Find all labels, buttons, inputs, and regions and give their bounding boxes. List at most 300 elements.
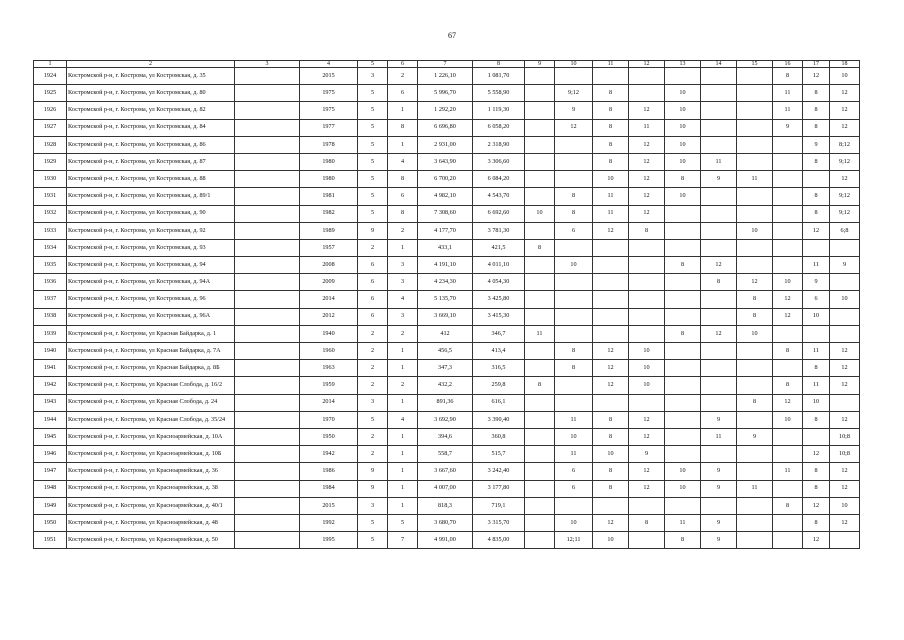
table-cell: 8 <box>388 205 418 222</box>
table-cell: 12 <box>803 497 830 514</box>
column-header: 13 <box>665 61 701 68</box>
header-row <box>34 61 860 68</box>
table-cell: 8 <box>737 291 773 308</box>
address-cell: Костромской р-н, г. Кострома, ул Костромская, д. 93 <box>67 239 235 256</box>
table-cell: 2 <box>358 446 388 463</box>
table-cell: 8 <box>593 85 629 102</box>
table-row <box>34 171 860 188</box>
table-cell: 9;12 <box>830 188 860 205</box>
table-cell: 11 <box>737 480 773 497</box>
table-cell: 4 234,30 <box>418 274 473 291</box>
table-cell: 6 <box>388 85 418 102</box>
table-cell: 11 <box>737 171 773 188</box>
table-cell: 3 <box>388 274 418 291</box>
table-cell: 12 <box>555 119 593 136</box>
row-number-cell: 1931 <box>34 188 67 205</box>
table-cell: 1 <box>388 343 418 360</box>
table-cell <box>737 188 773 205</box>
register-table <box>33 60 860 549</box>
table-cell <box>629 308 665 325</box>
table-cell: 6 <box>555 480 593 497</box>
table-cell: 11 <box>773 102 803 119</box>
table-cell: 10 <box>665 480 701 497</box>
table-cell <box>235 102 300 119</box>
column-header: 5 <box>358 61 388 68</box>
table-cell: 10 <box>555 514 593 531</box>
table-cell: 12 <box>830 480 860 497</box>
address-cell: Костромской р-н, г. Кострома, ул Костромская, д. 94 <box>67 257 235 274</box>
table-cell: 8 <box>773 343 803 360</box>
table-cell <box>737 532 773 549</box>
table-cell: 11 <box>803 257 830 274</box>
table-cell: 1 226,10 <box>418 68 473 85</box>
table-cell: 8 <box>803 360 830 377</box>
column-header: 8 <box>473 61 525 68</box>
table-cell: 2015 <box>300 68 358 85</box>
table-cell: 10 <box>629 343 665 360</box>
table-cell <box>701 119 737 136</box>
table-cell: 3 680,70 <box>418 514 473 531</box>
table-cell: 360,8 <box>473 428 525 445</box>
table-cell <box>593 308 629 325</box>
table-cell: 891,36 <box>418 394 473 411</box>
row-number-cell: 1947 <box>34 463 67 480</box>
table-cell: 2 <box>358 239 388 256</box>
table-cell: 9 <box>701 171 737 188</box>
table-cell: 4 543,70 <box>473 188 525 205</box>
table-row <box>34 136 860 153</box>
table-cell: 8 <box>593 428 629 445</box>
table-cell: 1984 <box>300 480 358 497</box>
table-row <box>34 480 860 497</box>
table-cell: 9 <box>701 480 737 497</box>
table-cell <box>235 325 300 342</box>
table-cell: 8 <box>737 394 773 411</box>
table-cell: 10 <box>665 463 701 480</box>
table-cell: 3 <box>358 394 388 411</box>
table-cell: 7 <box>388 532 418 549</box>
table-cell: 10 <box>803 394 830 411</box>
table-cell: 1 <box>388 136 418 153</box>
table-cell: 3 306,60 <box>473 153 525 170</box>
table-cell <box>701 205 737 222</box>
row-number-cell: 1935 <box>34 257 67 274</box>
table-cell <box>665 394 701 411</box>
column-header: 18 <box>830 61 860 68</box>
address-cell: Костромской р-н, г. Кострома, ул Костромская, д. 86 <box>67 136 235 153</box>
table-cell: 8 <box>803 480 830 497</box>
table-cell: 11 <box>773 463 803 480</box>
table-cell <box>555 497 593 514</box>
table-cell: 10;8 <box>830 428 860 445</box>
table-cell: 8 <box>593 119 629 136</box>
table-row <box>34 360 860 377</box>
table-cell <box>773 153 803 170</box>
table-cell <box>629 274 665 291</box>
table-row <box>34 428 860 445</box>
table-row <box>34 532 860 549</box>
table-cell: 12 <box>803 446 830 463</box>
table-cell: 10 <box>737 325 773 342</box>
table-cell <box>737 411 773 428</box>
table-cell: 8 <box>593 153 629 170</box>
row-number-cell: 1942 <box>34 377 67 394</box>
table-cell: 1957 <box>300 239 358 256</box>
table-cell: 9 <box>830 257 860 274</box>
table-row <box>34 514 860 531</box>
table-cell: 6 <box>358 257 388 274</box>
table-cell: 12 <box>629 188 665 205</box>
column-header: 10 <box>555 61 593 68</box>
table-cell: 6 <box>358 274 388 291</box>
table-cell: 1940 <box>300 325 358 342</box>
table-cell: 9 <box>803 136 830 153</box>
table-cell <box>701 68 737 85</box>
table-cell <box>701 446 737 463</box>
table-cell: 2008 <box>300 257 358 274</box>
table-cell: 10 <box>830 291 860 308</box>
table-cell: 12 <box>803 68 830 85</box>
table-cell <box>525 532 555 549</box>
table-row <box>34 308 860 325</box>
table-cell: 1980 <box>300 171 358 188</box>
row-number-cell: 1933 <box>34 222 67 239</box>
table-row <box>34 446 860 463</box>
table-row <box>34 205 860 222</box>
table-cell: 1 119,30 <box>473 102 525 119</box>
table-cell <box>235 514 300 531</box>
row-number-cell: 1940 <box>34 343 67 360</box>
table-cell: 1 <box>388 463 418 480</box>
column-header: 4 <box>300 61 358 68</box>
table-cell: 2 <box>358 360 388 377</box>
table-cell <box>701 102 737 119</box>
table-cell <box>737 360 773 377</box>
table-cell: 12 <box>737 274 773 291</box>
table-row <box>34 325 860 342</box>
table-cell <box>525 188 555 205</box>
table-row <box>34 257 860 274</box>
table-cell <box>701 188 737 205</box>
table-cell: 12 <box>803 532 830 549</box>
table-cell <box>593 291 629 308</box>
table-cell: 1959 <box>300 377 358 394</box>
table-cell: 8 <box>555 205 593 222</box>
table-cell: 1992 <box>300 514 358 531</box>
address-cell: Костромской р-н, г. Кострома, ул Красноармейская, д. 50 <box>67 532 235 549</box>
table-cell: 719,1 <box>473 497 525 514</box>
table-cell: 1 <box>388 394 418 411</box>
row-number-cell: 1945 <box>34 428 67 445</box>
table-cell: 4 835,00 <box>473 532 525 549</box>
address-cell: Костромской р-н, г. Кострома, ул Костромская, д. 84 <box>67 119 235 136</box>
table-cell: 6 692,60 <box>473 205 525 222</box>
table-cell: 8 <box>593 136 629 153</box>
table-cell: 8 <box>803 153 830 170</box>
table-cell: 4 991,00 <box>418 532 473 549</box>
table-cell <box>701 239 737 256</box>
table-row <box>34 497 860 514</box>
table-cell <box>235 360 300 377</box>
table-cell: 4 007,00 <box>418 480 473 497</box>
table-cell <box>665 343 701 360</box>
table-cell <box>555 68 593 85</box>
table-cell: 12 <box>629 463 665 480</box>
table-cell: 5 135,70 <box>418 291 473 308</box>
table-cell <box>235 85 300 102</box>
address-cell: Костромской р-н, г. Кострома, ул Красноармейская, д. 48 <box>67 514 235 531</box>
table-cell: 9 <box>358 222 388 239</box>
table-cell: 4 054,30 <box>473 274 525 291</box>
table-cell <box>525 171 555 188</box>
table-cell: 12 <box>830 119 860 136</box>
row-number-cell: 1939 <box>34 325 67 342</box>
table-cell <box>773 136 803 153</box>
table-cell: 10;8 <box>830 446 860 463</box>
table-cell <box>665 68 701 85</box>
table-cell: 8 <box>388 119 418 136</box>
table-cell: 11 <box>555 446 593 463</box>
row-number-cell: 1936 <box>34 274 67 291</box>
address-cell: Костромской р-н, г. Кострома, ул Красноармейская, д. 38 <box>67 480 235 497</box>
table-cell <box>593 257 629 274</box>
table-cell <box>629 497 665 514</box>
table-cell: 4 982,10 <box>418 188 473 205</box>
table-cell: 3 242,40 <box>473 463 525 480</box>
table-cell <box>737 119 773 136</box>
table-cell: 8 <box>665 171 701 188</box>
table-cell: 9 <box>773 119 803 136</box>
table-cell <box>737 514 773 531</box>
table-cell: 3 781,30 <box>473 222 525 239</box>
table-cell: 11 <box>593 205 629 222</box>
table-cell: 8 <box>665 257 701 274</box>
table-cell <box>235 222 300 239</box>
table-cell: 4 191,10 <box>418 257 473 274</box>
table-cell: 11 <box>525 325 555 342</box>
table-cell <box>525 463 555 480</box>
table-cell: 818,3 <box>418 497 473 514</box>
table-cell <box>525 446 555 463</box>
table-cell <box>701 85 737 102</box>
table-cell: 8 <box>593 480 629 497</box>
table-cell: 11 <box>701 153 737 170</box>
table-cell <box>629 68 665 85</box>
table-cell <box>737 377 773 394</box>
table-cell <box>665 446 701 463</box>
table-cell <box>701 377 737 394</box>
table-cell: 6;8 <box>830 222 860 239</box>
table-cell: 4 011,10 <box>473 257 525 274</box>
table-cell: 8 <box>555 360 593 377</box>
column-header: 1 <box>34 61 67 68</box>
table-cell <box>737 85 773 102</box>
table-cell: 1982 <box>300 205 358 222</box>
table-cell: 1 <box>388 428 418 445</box>
table-cell: 9 <box>701 532 737 549</box>
address-cell: Костромской р-н, г. Кострома, ул Костромская, д. 92 <box>67 222 235 239</box>
table-cell <box>773 171 803 188</box>
table-cell <box>701 136 737 153</box>
table-cell: 2 <box>358 428 388 445</box>
row-number-cell: 1934 <box>34 239 67 256</box>
table-cell: 12 <box>773 394 803 411</box>
table-cell <box>235 497 300 514</box>
table-cell: 2015 <box>300 497 358 514</box>
column-header: 6 <box>388 61 418 68</box>
row-number-cell: 1951 <box>34 532 67 549</box>
table-cell: 8 <box>525 239 555 256</box>
table-cell: 558,7 <box>418 446 473 463</box>
table-cell: 2 <box>358 325 388 342</box>
table-row <box>34 85 860 102</box>
table-cell <box>525 222 555 239</box>
table-cell: 8 <box>803 205 830 222</box>
table-cell: 394,6 <box>418 428 473 445</box>
table-cell: 5 <box>358 119 388 136</box>
table-cell <box>737 497 773 514</box>
table-cell: 4 <box>388 411 418 428</box>
table-cell: 3 315,70 <box>473 514 525 531</box>
table-cell <box>629 239 665 256</box>
table-cell: 2 <box>388 377 418 394</box>
table-cell <box>235 532 300 549</box>
row-number-cell: 1946 <box>34 446 67 463</box>
table-row <box>34 239 860 256</box>
table-cell: 10 <box>665 136 701 153</box>
row-number-cell: 1924 <box>34 68 67 85</box>
table-cell <box>525 119 555 136</box>
table-row <box>34 102 860 119</box>
table-cell <box>665 205 701 222</box>
address-cell: Костромской р-н, г. Кострома, ул Красная Байдарка, д. 1 <box>67 325 235 342</box>
table-cell <box>629 394 665 411</box>
table-cell: 3 390,40 <box>473 411 525 428</box>
table-cell <box>629 325 665 342</box>
table-cell <box>773 480 803 497</box>
table-cell: 12 <box>701 325 737 342</box>
table-cell <box>737 205 773 222</box>
table-cell: 3 <box>358 497 388 514</box>
table-cell <box>235 68 300 85</box>
table-cell: 5 <box>358 514 388 531</box>
table-cell <box>593 68 629 85</box>
table-cell: 11 <box>555 411 593 428</box>
table-cell <box>701 291 737 308</box>
table-cell: 10 <box>665 85 701 102</box>
table-cell: 1 <box>388 239 418 256</box>
address-cell: Костромской р-н, г. Кострома, ул Красная Слобода, д. 24 <box>67 394 235 411</box>
table-cell <box>773 446 803 463</box>
table-cell: 12 <box>593 377 629 394</box>
table-cell: 6 696,80 <box>418 119 473 136</box>
table-cell <box>525 480 555 497</box>
table-cell: 10 <box>555 257 593 274</box>
table-cell <box>525 428 555 445</box>
table-cell: 11 <box>803 343 830 360</box>
table-cell: 2 <box>358 343 388 360</box>
table-cell <box>629 257 665 274</box>
table-cell <box>235 463 300 480</box>
column-header: 16 <box>773 61 803 68</box>
table-cell <box>665 411 701 428</box>
table-cell <box>737 446 773 463</box>
table-cell: 3 <box>358 68 388 85</box>
table-cell <box>773 325 803 342</box>
table-cell: 3 669,10 <box>418 308 473 325</box>
table-cell <box>235 274 300 291</box>
table-cell: 9 <box>803 274 830 291</box>
table-cell <box>773 428 803 445</box>
table-cell: 1977 <box>300 119 358 136</box>
table-cell: 12 <box>830 377 860 394</box>
table-cell: 10 <box>830 497 860 514</box>
table-cell: 3 643,90 <box>418 153 473 170</box>
table-cell: 2012 <box>300 308 358 325</box>
table-cell: 1970 <box>300 411 358 428</box>
table-cell: 1 <box>388 360 418 377</box>
table-cell: 12 <box>629 480 665 497</box>
table-cell: 2 318,90 <box>473 136 525 153</box>
table-cell: 1975 <box>300 102 358 119</box>
table-cell: 7 308,60 <box>418 205 473 222</box>
table-cell <box>773 205 803 222</box>
table-row <box>34 274 860 291</box>
table-cell <box>525 257 555 274</box>
table-cell: 12 <box>830 102 860 119</box>
table-cell: 1942 <box>300 446 358 463</box>
table-cell: 8 <box>773 68 803 85</box>
table-cell <box>803 428 830 445</box>
table-cell: 12 <box>629 153 665 170</box>
table-row <box>34 394 860 411</box>
table-cell: 10 <box>629 377 665 394</box>
table-cell <box>701 308 737 325</box>
table-cell <box>773 514 803 531</box>
table-cell <box>701 343 737 360</box>
table-cell <box>525 274 555 291</box>
table-cell: 1 081,70 <box>473 68 525 85</box>
table-cell: 11 <box>593 188 629 205</box>
row-number-cell: 1937 <box>34 291 67 308</box>
table-cell: 8 <box>593 411 629 428</box>
table-cell: 1995 <box>300 532 358 549</box>
table-cell: 346,7 <box>473 325 525 342</box>
table-cell: 8 <box>803 411 830 428</box>
table-cell: 5 <box>358 102 388 119</box>
table-cell: 10 <box>665 119 701 136</box>
table-row <box>34 119 860 136</box>
table-cell: 10 <box>593 532 629 549</box>
table-cell: 1950 <box>300 428 358 445</box>
table-cell <box>701 497 737 514</box>
table-cell: 5 <box>388 514 418 531</box>
column-header: 11 <box>593 61 629 68</box>
table-cell: 12 <box>830 171 860 188</box>
table-cell <box>235 119 300 136</box>
table-cell <box>593 274 629 291</box>
table-cell: 3 <box>388 308 418 325</box>
table-cell: 2 931,00 <box>418 136 473 153</box>
table-cell: 6 700,20 <box>418 171 473 188</box>
table-cell: 2 <box>358 377 388 394</box>
table-cell <box>830 239 860 256</box>
row-number-cell: 1928 <box>34 136 67 153</box>
table-cell: 1981 <box>300 188 358 205</box>
address-cell: Костромской р-н, г. Кострома, ул Красная Слобода, д. 16/2 <box>67 377 235 394</box>
table-cell <box>525 497 555 514</box>
table-cell <box>555 171 593 188</box>
